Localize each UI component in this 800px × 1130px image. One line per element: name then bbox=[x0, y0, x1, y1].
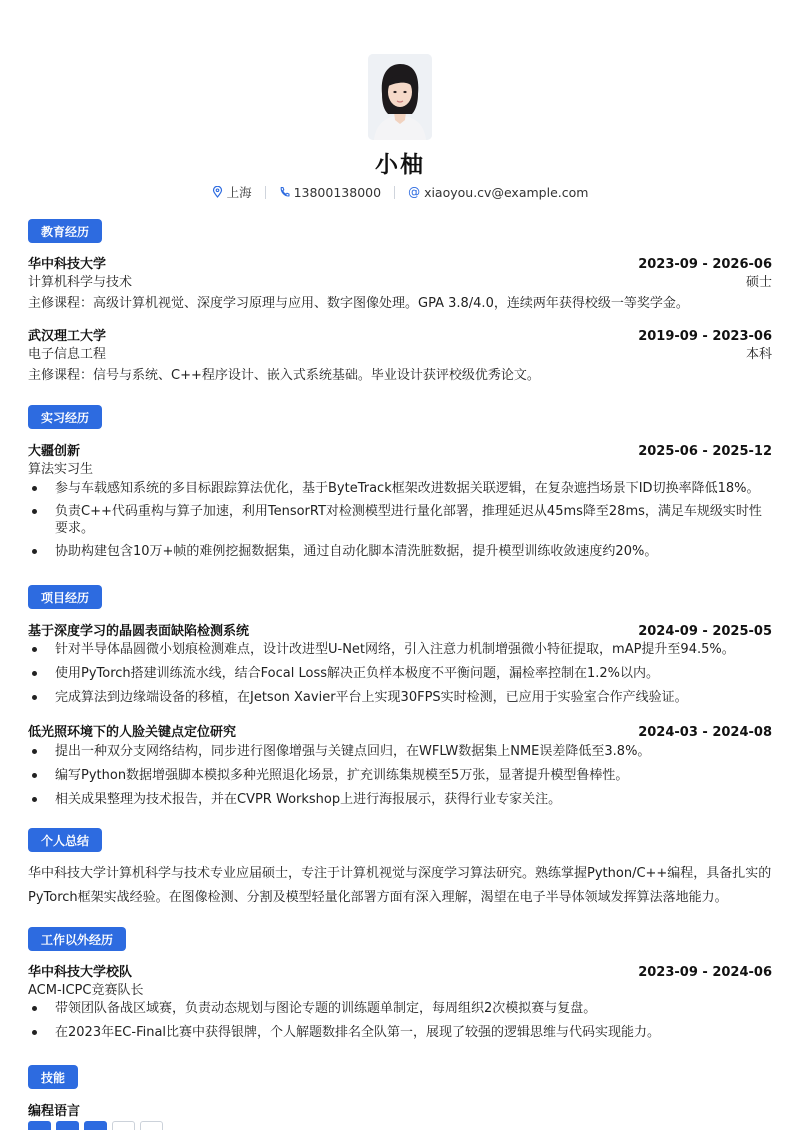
bullet-dot bbox=[32, 1006, 37, 1011]
skill-level-square bbox=[56, 1121, 79, 1130]
major: 计算机科学与技术 bbox=[28, 275, 133, 290]
email-text[interactable]: xiaoyou.cv@example.com bbox=[424, 184, 589, 200]
internship-role bbox=[28, 458, 772, 477]
date-range: 2024-09 - 2025-05 bbox=[638, 624, 772, 639]
bullet-dot bbox=[32, 695, 37, 700]
skill-level-square bbox=[84, 1121, 107, 1130]
bullet-dot bbox=[32, 773, 37, 778]
location-text: 上海 bbox=[226, 185, 252, 200]
date-range: 2023-09 - 2026-06 bbox=[638, 257, 772, 272]
list-item: 在2023年EC-Final比赛中获得银牌，个人解题数排名全队第一，展现了较强的逻辑思维与代码实现能力。 bbox=[28, 1024, 772, 1041]
list-item: 使用PyTorch搭建训练流水线，结合Focal Loss解决正负样本极度不平衡问题，漏检率控制在1.2%以内。 bbox=[28, 665, 772, 682]
section-badge-summary: 个人总结 bbox=[28, 828, 102, 852]
extracurricular-header bbox=[28, 961, 772, 980]
education-entry-2-sub bbox=[28, 343, 772, 362]
section-badge-skills: 技能 bbox=[28, 1065, 78, 1089]
list-item: 协助构建包含10万+帧的难例挖掘数据集，通过自动化脚本清洗脏数据，提升模型训练收敛速度约20%。 bbox=[28, 543, 772, 560]
org-name: 华中科技大学校队 bbox=[28, 965, 133, 980]
phone-icon bbox=[279, 186, 290, 198]
summary-line-2: PyTorch框架实战经验。在图像检测、分割及模型轻量化部署方面有深入理解，渴望在电子半导体领域发挥算法落地能力。 bbox=[28, 890, 728, 905]
contact-divider bbox=[394, 186, 395, 199]
list-item: 相关成果整理为技术报告，并在CVPR Workshop上进行海报展示，获得行业专家关注。 bbox=[28, 791, 772, 808]
list-item: 负责C++代码重构与算子加速，利用TensorRT对检测模型进行量化部署，推理延迟从45ms降至28ms，满足车规级实时性要求。 bbox=[28, 503, 772, 537]
extracurricular-role bbox=[28, 979, 772, 998]
list-item: 编写Python数据增强脚本模拟多种光照退化场景，扩充训练集规模至5万张，显著提升模型鲁棒性。 bbox=[28, 767, 772, 784]
education-entry-1-header bbox=[28, 253, 772, 272]
section-badge-internship: 实习经历 bbox=[28, 405, 102, 429]
degree: 本科 bbox=[745, 347, 772, 362]
school-name: 华中科技大学 bbox=[28, 257, 107, 272]
degree: 硕士 bbox=[745, 275, 772, 290]
skill-level-square bbox=[112, 1121, 135, 1130]
list-item: 带领团队备战区域赛，负责动态规划与图论专题的训练题单制定，每周组织2次模拟赛与复盘。 bbox=[28, 1000, 772, 1017]
bullet-dot bbox=[32, 509, 37, 514]
section-badge-projects: 项目经历 bbox=[28, 585, 102, 609]
company-name: 大疆创新 bbox=[28, 444, 81, 459]
skill-level-meter bbox=[28, 1121, 163, 1130]
list-item: 提出一种双分支网络结构，同步进行图像增强与关键点回归，在WFLW数据集上NME误差降低至3.8%。 bbox=[28, 743, 772, 760]
education-entry-2-header bbox=[28, 325, 772, 344]
internship-header bbox=[28, 440, 772, 459]
role: 算法实习生 bbox=[28, 462, 94, 477]
at-sign-icon: @ bbox=[408, 185, 421, 199]
project-title: 低光照环境下的人脸关键点定位研究 bbox=[28, 725, 237, 740]
section-badge-education: 教育经历 bbox=[28, 219, 102, 243]
list-item: 针对半导体晶圆微小划痕检测难点，设计改进型U-Net网络，引入注意力机制增强微小特征提取，mAP提升至94.5%。 bbox=[28, 641, 772, 658]
contact-bar bbox=[28, 183, 772, 201]
project-title: 基于深度学习的晶圆表面缺陷检测系统 bbox=[28, 624, 250, 639]
bullet-dot bbox=[32, 749, 37, 754]
resume-page bbox=[28, 0, 772, 1130]
list-item: 完成算法到边缘端设备的移植，在Jetson Xavier平台上实现30FPS实时检测，已应用于实验室合作产线验证。 bbox=[28, 689, 772, 706]
date-range: 2019-09 - 2023-06 bbox=[638, 329, 772, 344]
bullet-dot bbox=[32, 486, 37, 491]
project-2-header bbox=[28, 721, 772, 740]
contact-location bbox=[212, 183, 252, 201]
section-badge-extracurricular: 工作以外经历 bbox=[28, 927, 126, 951]
contact-divider bbox=[265, 186, 266, 199]
candidate-name: 小柚 bbox=[375, 152, 425, 178]
skill-category: 编程语言 bbox=[28, 1104, 81, 1119]
profile-photo bbox=[368, 54, 432, 140]
education-entry-1-sub bbox=[28, 271, 772, 290]
contact-phone bbox=[279, 185, 381, 200]
date-range: 2025-06 - 2025-12 bbox=[638, 444, 772, 459]
bullet-dot bbox=[32, 797, 37, 802]
list-item: 参与车载感知系统的多目标跟踪算法优化，基于ByteTrack框架改进数据关联逻辑，在复杂遮挡场景下ID切换率降低18%。 bbox=[28, 480, 772, 497]
bullet-dot bbox=[32, 549, 37, 554]
education-entry-2-detail: 主修课程：信号与系统、C++程序设计、嵌入式系统基础。毕业设计获评校级优秀论文。 bbox=[28, 368, 540, 383]
skill-category-header bbox=[28, 1100, 772, 1119]
location-pin-icon bbox=[212, 186, 223, 198]
skill-level-square bbox=[28, 1121, 51, 1130]
phone-text: 13800138000 bbox=[293, 184, 382, 200]
skill-level-square bbox=[140, 1121, 163, 1130]
date-range: 2024-03 - 2024-08 bbox=[638, 725, 772, 740]
summary-line-1: 华中科技大学计算机科学与技术专业应届硕士，专注于计算机视觉与深度学习算法研究。熟练掌握Python/C++编程，具备扎实的 bbox=[28, 866, 772, 881]
profile-photo-image bbox=[368, 54, 432, 140]
bullet-dot bbox=[32, 671, 37, 676]
project-1-header bbox=[28, 620, 772, 639]
bullet-dot bbox=[32, 647, 37, 652]
bullet-dot bbox=[32, 1030, 37, 1035]
contact-email bbox=[408, 185, 588, 200]
school-name: 武汉理工大学 bbox=[28, 329, 107, 344]
role: ACM-ICPC竞赛队长 bbox=[28, 983, 144, 998]
education-entry-1-detail: 主修课程：高级计算机视觉、深度学习原理与应用、数字图像处理。GPA 3.8/4.0，连续两年获得校级一等奖学金。 bbox=[28, 296, 689, 311]
date-range: 2023-09 - 2024-06 bbox=[638, 965, 772, 980]
major: 电子信息工程 bbox=[28, 347, 107, 362]
